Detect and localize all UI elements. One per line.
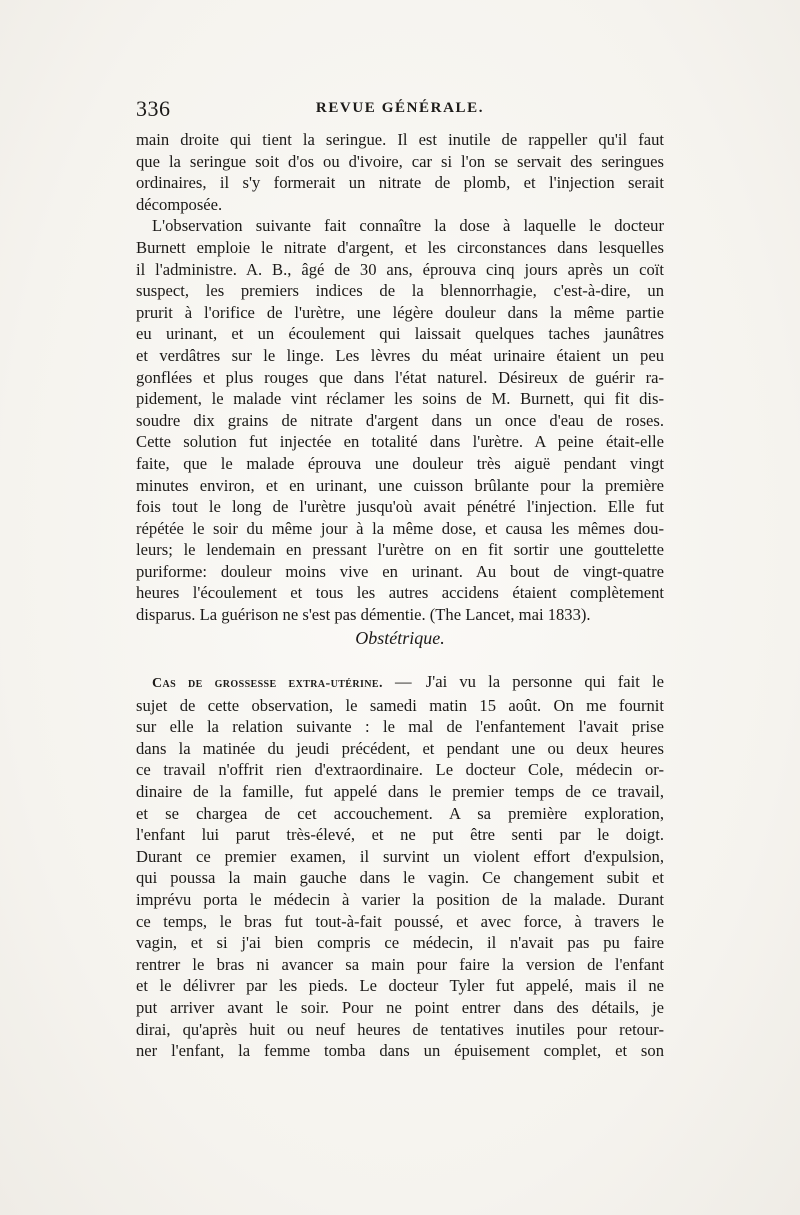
main-text-top [136, 129, 664, 626]
text-line: sur elle la relation suivante : le mal de l'enfantement l'avait prise [136, 717, 664, 737]
text-line: Burnett emploie le nitrate d'argent, et les circonstances dans lesquelles [136, 237, 664, 257]
text-line: soudre dix grains de nitrate d'argent dans un once d'eau de roses. [136, 410, 664, 430]
text-line: prurit à l'orifice de l'urètre, une légère douleur dans la même partie [136, 302, 664, 322]
text-line: rentrer le bras ni avancer sa main pour faire la version de l'enfant [136, 954, 664, 974]
text-line: qui poussa la main gauche dans le vagin. Ce changement subit et [136, 868, 664, 888]
text-line: et le délivrer par les pieds. Le docteur Tyler fut appelé, mais il ne [136, 976, 664, 996]
text-line: vagin, et si j'ai bien compris ce médecin, il n'avait pas pu faire [136, 933, 664, 953]
text-line: eu urinant, et un écoulement qui laissait quelques taches jaunâtres [136, 324, 664, 344]
text-line-content: J'ai vu la personne qui fait le [425, 672, 664, 691]
text-line: ordinaires, il s'y formerait un nitrate de plomb, et l'injection serait [136, 173, 664, 193]
text-line: et verdâtres sur le linge. Les lèvres du méat urinaire étaient un peu [136, 345, 664, 365]
text-line: puriforme: douleur moins vive en urinant. Au bout de vingt-quatre [136, 561, 664, 581]
case-title: Cas de grossesse extra-utérine. [152, 676, 383, 691]
text-line: Durant ce premier examen, il survint un violent effort d'expulsion, [136, 846, 664, 866]
text-line: suspect, les premiers indices de la blennorrhagie, c'est-à-dire, un [136, 281, 664, 301]
text-line: sujet de cette observation, le samedi matin 15 août. On me fournit [136, 695, 664, 715]
text-line: main droite qui tient la seringue. Il est inutile de rappeller qu'il faut [136, 130, 664, 149]
text-line: dinaire de la famille, fut appelé dans le premier temps de ce travail, [136, 781, 664, 801]
text-line: faite, que le malade éprouva une douleur très aiguë pendant vingt [136, 453, 664, 473]
text-line: gonflées et plus rouges que dans l'état naturel. Désireux de guérir ra- [136, 367, 664, 387]
text-line: ce travail n'offrit rien d'extraordinaire. Le docteur Cole, médecin or- [136, 760, 664, 780]
journal-title: REVUE GÉNÉRALE. [315, 100, 485, 116]
text-line: ce temps, le bras fut tout-à-fait poussé, et avec force, à travers le [136, 911, 664, 931]
text-line: Cette solution fut injectée en totalité dans l'urètre. A peine était-elle [136, 432, 664, 452]
text-line: leurs; le lendemain en pressant l'urètre on en fit sortir une gouttelette [136, 540, 664, 560]
section-heading: Obstétrique. [355, 628, 445, 648]
text-line: l'enfant lui parut très-élevé, et ne put être senti par le doigt. [136, 825, 664, 845]
text-line: et se chargea de cet accouchement. A sa première exploration, [136, 803, 664, 823]
text-line: dans la matinée du jeudi précédent, et pendant une ou deux heures [136, 738, 664, 758]
text-line: imprévu porta le médecin à varier la position de la malade. Durant [136, 889, 664, 909]
text-line: dirai, qu'après huit ou neuf heures de tentatives inutiles pour retour- [136, 1019, 664, 1039]
text-line: pidement, le malade vint réclamer les soins de M. Burnett, qui fit dis- [136, 389, 664, 409]
text-line: minutes environ, et en urinant, une cuisson brûlante pour la première [136, 475, 664, 495]
main-text-bottom [136, 671, 664, 1062]
running-head [136, 96, 664, 126]
text-line: il l'administre. A. B., âgé de 30 ans, éprouva cinq jours après un coït [136, 259, 664, 279]
text-line [136, 671, 664, 695]
text-line: disparus. La guérison ne s'est pas démentie. (The Lancet, mai 1833). [136, 605, 591, 625]
page-number: 336 [136, 96, 171, 121]
text-line: décomposée. [136, 194, 223, 214]
text-line: put arriver avant le soir. Pour ne point entrer dans des détails, je [136, 997, 664, 1017]
text-line: L'observation suivante fait connaître la dose à laquelle le docteur [152, 216, 664, 236]
text-line: ner l'enfant, la femme tomba dans un épuisement complet, et son [136, 1041, 664, 1061]
text-line: heures l'écoulement et tous les autres accidens étaient complètement [136, 583, 664, 603]
text-line: que la seringue soit d'os ou d'ivoire, car si l'on se servait des seringues [136, 151, 664, 171]
case-dash: — [395, 672, 412, 691]
text-line: fois tout le long de l'urètre jusqu'où avait pénétré l'injection. Elle fut [136, 497, 664, 517]
text-line: répétée le soir du même jour à la même dose, et causa les mêmes dou- [136, 518, 664, 538]
